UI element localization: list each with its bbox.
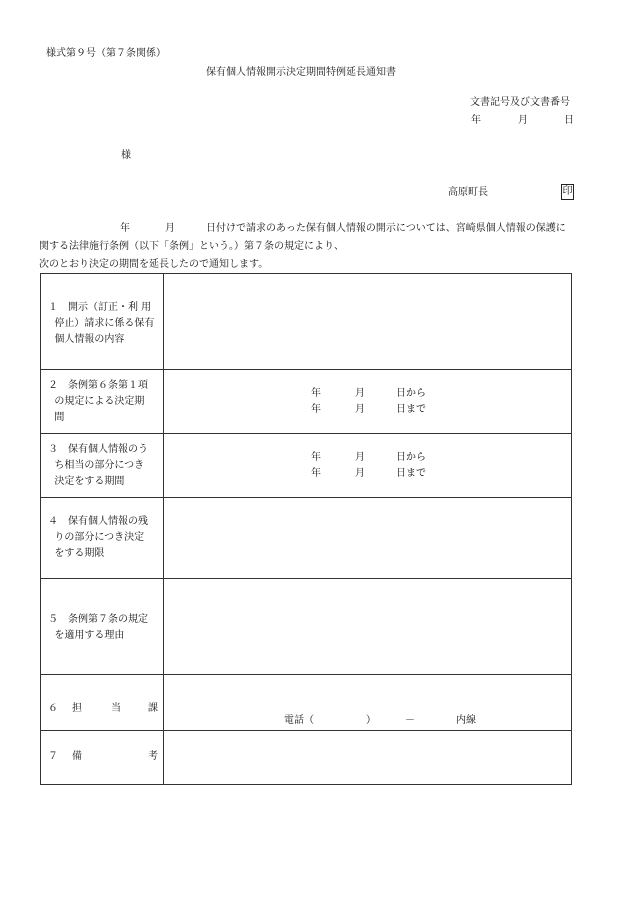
label-cell bbox=[41, 579, 164, 675]
original-period-field[interactable] bbox=[164, 370, 572, 434]
month-label: 月 bbox=[355, 468, 365, 479]
label-cell bbox=[41, 675, 164, 731]
request-content-field[interactable] bbox=[164, 274, 572, 370]
to-label: 日まで bbox=[396, 468, 426, 479]
department-label bbox=[48, 699, 160, 714]
from-label: 日から bbox=[396, 388, 426, 399]
remarks-number: ７ bbox=[48, 751, 58, 762]
reason-label: ５ 条例第７条の規定 を適用する理由 bbox=[48, 614, 148, 641]
table-row-remarks bbox=[41, 731, 572, 785]
document-title: 保有個人情報開示決定期間特例延長通知書 bbox=[206, 67, 396, 78]
phone-close-paren: ） bbox=[366, 715, 376, 726]
phone-dash: － bbox=[405, 715, 415, 726]
reason-field[interactable] bbox=[164, 579, 572, 675]
to-label: 日まで bbox=[396, 404, 426, 415]
table-row-original-period bbox=[41, 370, 572, 434]
department-field[interactable] bbox=[164, 675, 572, 731]
department-char-2: 当 bbox=[111, 703, 121, 714]
notice-table bbox=[40, 273, 572, 785]
body-text-line-3: 次のとおり決定の期間を延長したので通知します。 bbox=[39, 259, 269, 270]
period-to-row bbox=[311, 402, 511, 418]
department-char-3: 課 bbox=[148, 703, 158, 714]
partial-period-dates bbox=[311, 450, 511, 482]
request-year-label: 年 bbox=[120, 223, 130, 234]
remarks-field[interactable] bbox=[164, 731, 572, 785]
table-row-reason bbox=[41, 579, 572, 675]
original-period-dates bbox=[311, 386, 511, 418]
table-row-department bbox=[41, 675, 572, 731]
issue-year-label: 年 bbox=[471, 115, 481, 126]
year-label: 年 bbox=[311, 404, 321, 415]
seal-mark: 印 bbox=[561, 184, 574, 200]
label-cell bbox=[41, 731, 164, 785]
request-month-label: 月 bbox=[165, 223, 175, 234]
year-label: 年 bbox=[311, 388, 321, 399]
document-number-label: 文書記号及び文書番号 bbox=[470, 97, 570, 108]
period-from-row bbox=[311, 450, 511, 466]
table-row-remaining-deadline bbox=[41, 498, 572, 579]
addressee-suffix: 様 bbox=[121, 150, 131, 161]
extension-label: 内線 bbox=[456, 715, 476, 726]
year-label: 年 bbox=[311, 468, 321, 479]
remaining-deadline-label: ４ 保有個人情報の残 りの部分につき決定 をする期限 bbox=[48, 516, 148, 559]
phone-label: 電話（ bbox=[284, 715, 314, 726]
from-label: 日から bbox=[396, 452, 426, 463]
form-number: 様式第９号（第７条関係） bbox=[46, 48, 166, 59]
body-text-line-2: 関する法律施行条例（以下「条例」という。）第７条の規定により、 bbox=[39, 241, 344, 252]
label-cell bbox=[41, 370, 164, 434]
label-cell bbox=[41, 274, 164, 370]
partial-period-field[interactable] bbox=[164, 434, 572, 498]
month-label: 月 bbox=[355, 388, 365, 399]
sender-title: 高原町長 bbox=[448, 187, 488, 198]
table-row-partial-period bbox=[41, 434, 572, 498]
partial-period-label: ３ 保有個人情報のう ち相当の部分につき 決定をする期間 bbox=[48, 444, 148, 487]
table-row-request-content bbox=[41, 274, 572, 370]
remarks-char-2: 考 bbox=[148, 751, 158, 762]
issue-day-label: 日 bbox=[564, 115, 574, 126]
department-char-1: 担 bbox=[72, 703, 82, 714]
remarks-label bbox=[48, 747, 160, 762]
phone-line bbox=[284, 711, 544, 726]
label-cell bbox=[41, 434, 164, 498]
month-label: 月 bbox=[355, 452, 365, 463]
year-label: 年 bbox=[311, 452, 321, 463]
remaining-deadline-field[interactable] bbox=[164, 498, 572, 579]
period-from-row bbox=[311, 386, 511, 402]
department-number: ６ bbox=[48, 703, 58, 714]
month-label: 月 bbox=[355, 404, 365, 415]
remarks-char-1: 備 bbox=[72, 751, 82, 762]
issue-month-label: 月 bbox=[518, 115, 528, 126]
request-content-label: １ 開示（訂正・利 用 停止）請求に係る保有 個人情報の内容 bbox=[48, 302, 155, 345]
label-cell bbox=[41, 498, 164, 579]
original-period-label: ２ 条例第６条第１項 の規定による決定期 間 bbox=[48, 380, 148, 423]
period-to-row bbox=[311, 466, 511, 482]
body-text-line-1: 日付けで請求のあった保有個人情報の開示については、宮崎県個人情報の保護に bbox=[206, 223, 566, 234]
